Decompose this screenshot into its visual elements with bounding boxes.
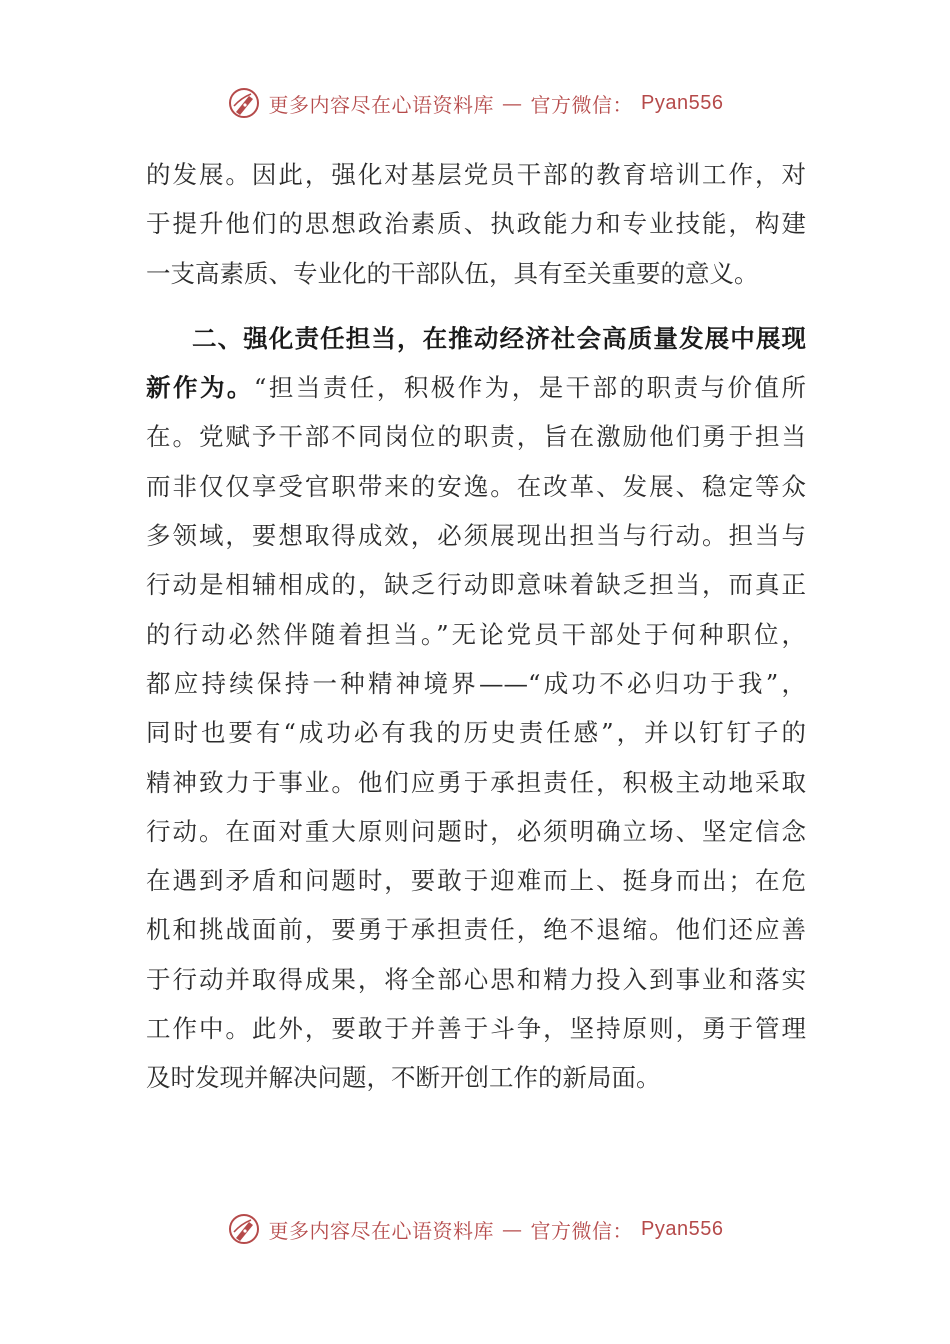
section-heading: 二、强化责任担当，在推动经济社会高质量发展中展现 (192, 323, 806, 353)
paragraph-1 (146, 150, 806, 298)
header-watermark (0, 86, 950, 120)
text-line (146, 363, 806, 412)
header-separator: — (502, 91, 523, 115)
footer-brand-text: 更多内容尽在心语资料库 (268, 1218, 495, 1243)
text-line: 在。党赋予干部不同岗位的职责，旨在激励他们勇于担当 (146, 422, 806, 452)
text-line: 于提升他们的思想政治素质、执政能力和专业技能，构建 (146, 209, 806, 239)
text-line: 的发展。因此，强化对基层党员干部的教育培训工作，对 (146, 160, 806, 189)
text-line: 而非仅仅享受官职带来的安逸。在改革、发展、稳定等众 (146, 471, 806, 501)
text-line: 精神致力于事业。他们应勇于承担责任，积极主动地采取 (146, 767, 806, 797)
footer-wechat-id: Pyan556 (641, 1217, 724, 1240)
text-line: 同时也要有“成功必有我的历史责任感”，并以钉钉子的 (146, 718, 806, 748)
text-line: 都应持续保持一种精神境界——“成功不必归功于我”， (146, 668, 806, 698)
footer-separator: — (502, 1217, 523, 1241)
text-line: 一支高素质、专业化的干部队伍，具有至关重要的意义。 (146, 258, 759, 288)
paragraph-2 (146, 314, 806, 1103)
header-wechat-id: Pyan556 (641, 91, 724, 114)
text-line: 及时发现并解决问题，不断开创工作的新局面。 (146, 1063, 661, 1093)
text-line: 的行动必然伴随着担当。”无论党员干部处于何种职位， (146, 619, 806, 649)
header-brand-text: 更多内容尽在心语资料库 (268, 92, 495, 117)
text-line: 于行动并取得成果，将全部心思和精力投入到事业和落实 (146, 964, 806, 994)
pen-nib-logo-icon (227, 1212, 261, 1246)
text-line: 多领域，要想取得成效，必须展现出担当与行动。担当与 (146, 521, 806, 551)
text-line-continuation: “担当责任，积极作为，是干部的职责与价值所 (253, 373, 807, 403)
section-heading-end: 新作为。 (146, 373, 254, 403)
pen-nib-logo-icon (227, 86, 261, 120)
text-line: 行动是相辅相成的，缺乏行动即意味着缺乏担当，而真正 (146, 570, 806, 600)
text-line: 在遇到矛盾和问题时，要敢于迎难而上、挺身而出；在危 (146, 866, 806, 896)
footer-watermark (0, 1212, 950, 1246)
text-line: 机和挑战面前，要勇于承担责任，绝不退缩。他们还应善 (146, 915, 806, 945)
text-line: 行动。在面对重大原则问题时，必须明确立场、坚定信念 (146, 816, 806, 846)
header-wechat-label: 官方微信： (530, 92, 634, 117)
text-line: 工作中。此外，要敢于并善于斗争，坚持原则，勇于管理 (146, 1014, 806, 1044)
document-body (146, 150, 806, 1103)
footer-wechat-label: 官方微信： (530, 1218, 634, 1243)
